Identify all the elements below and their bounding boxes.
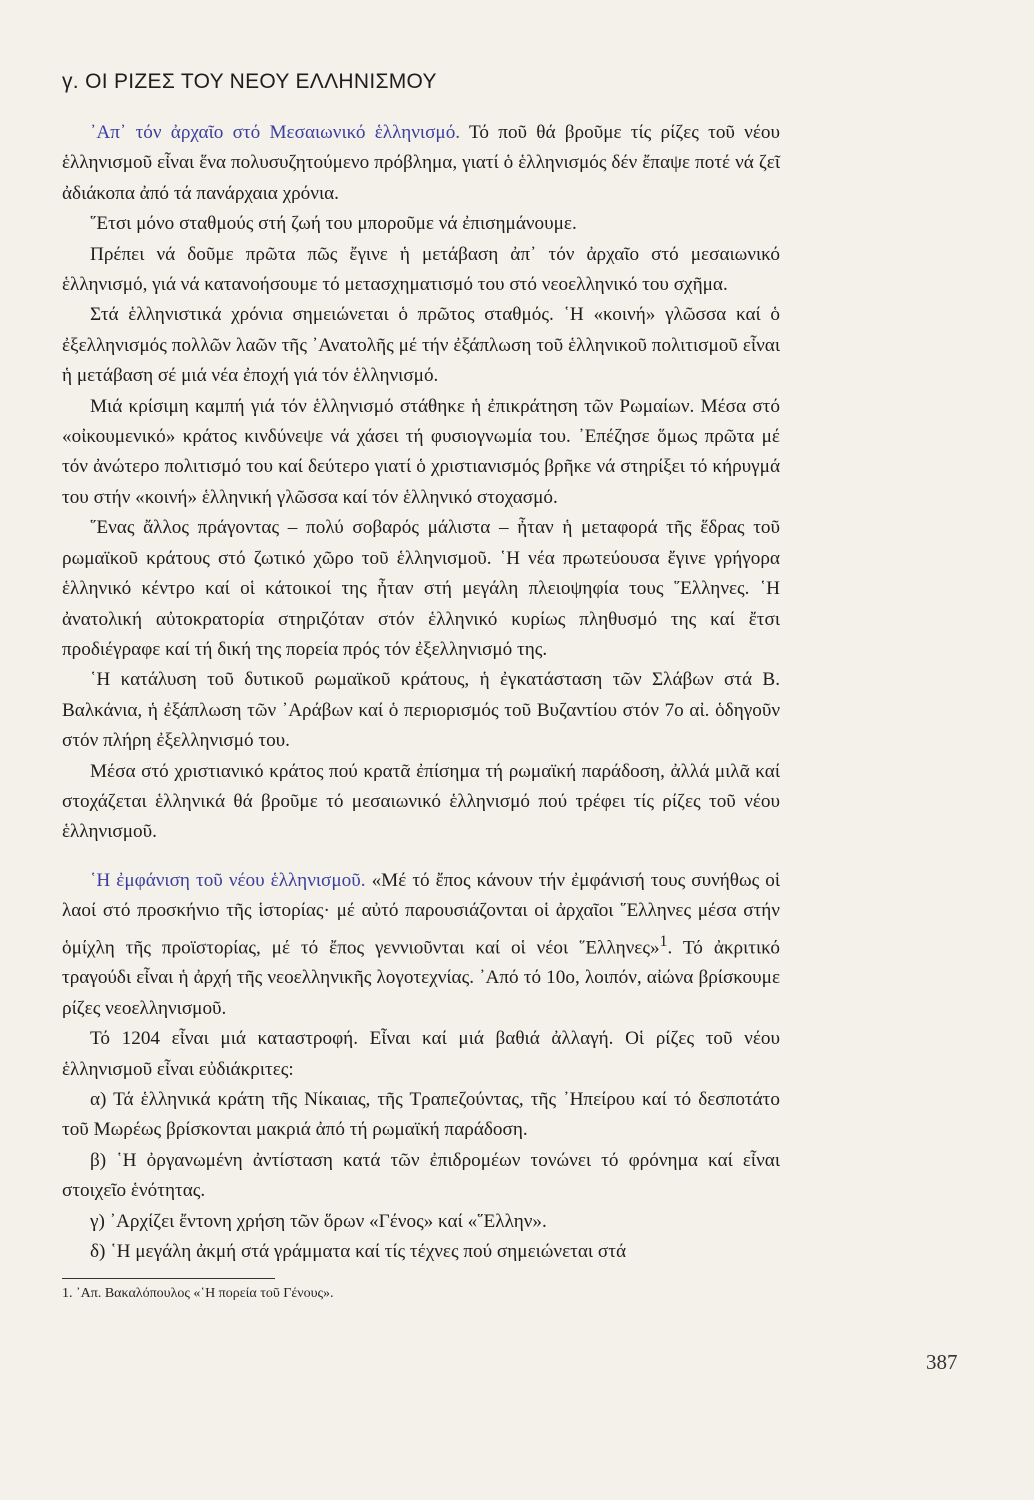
paragraph: ῾Η κατάλυση τοῦ δυτικοῦ ρωμαϊκοῦ κράτους, ἡ ἐγκατάσταση τῶν Σλάβων στά Β. Βαλκάνια, ἡ ἐξάπλωση τῶν ᾿Αράβων καί ὁ περιορισμός τοῦ Βυζαντίου στόν 7ο αἰ. ὁδηγοῦν στόν πλήρη ἐξελληνισμό του. bbox=[62, 669, 780, 752]
paragraph: Μιά κρίσιμη καμπή γιά τόν ἑλληνισμό στάθηκε ἡ ἐπικράτηση τῶν Ρωμαίων. Μέσα στό «οἰκουμενικό» κράτος κινδύνεψε νά χάσει τή φυσιογνωμία του. ᾿Επέζησε ὅμως πρῶτα μέ τόν ἀνώτερο πολιτισμό του καί δεύτερο γιατί ὁ χριστιανισμός βρῆκε νά στηρίξει τό κήρυγμά του στήν «κοινή» ἑλληνική γλῶσσα καί τόν ἑλληνικό στοχασμό. bbox=[62, 395, 780, 508]
body-text bbox=[62, 118, 780, 1267]
paragraph: Πρέπει νά δοῦμε πρῶτα πῶς ἔγινε ἡ μετάβαση ἀπ᾿ τόν ἀρχαῖο στό μεσαιωνικό ἑλληνισμό, γιά νά κατανοήσουμε τό μετασχηματισμό του στό νεοελληνικό του σχῆμα. bbox=[62, 243, 780, 296]
paragraph-text: . Τό ἀκριτικό τραγούδι εἶναι ἡ ἀρχή τῆς νεοελληνικῆς λογοτεχνίας. ᾿Από τό 10ο, λοιπόν, αἰώνα βρίσκουμε ρίζες νεοελληνισμοῦ. bbox=[62, 936, 780, 1019]
paragraph: ῞Ενας ἄλλος πράγοντας – πολύ σοβαρός μάλιστα – ἦταν ἡ μεταφορά τῆς ἕδρας τοῦ ρωμαϊκοῦ κράτους στό ζωτικό χῶρο τοῦ ἑλληνισμοῦ. ῾Η νέα πρωτεύουσα ἔγινε γρήγορα ἑλληνικό κέντρο καί οἱ κάτοικοί της ἦταν στή μεγάλη πλειοψηφία τους ῞Ελληνες. ῾Η ἀνατολική αὐτοκρατορία στηριζόταν στόν ἑλληνικό κυρίως πληθυσμό της καί ἔτσι προδιέγραφε καί τή δική της πορεία πρός τόν ἐξελληνισμό της. bbox=[62, 517, 780, 660]
paragraph-text: Τό ποῦ θά βροῦμε τίς ρίζες τοῦ νέου ἑλληνισμοῦ εἶναι ἕνα πολυσυζητούμενο πρόβλημα, γιατί ὁ ἑλληνισμός δέν ἔπαψε ποτέ νά ζεῖ ἀδιάκοπα ἀπό τά πανάρχαια χρόνια. bbox=[62, 122, 780, 204]
footnote-ref: 1 bbox=[659, 932, 668, 950]
subheading: ᾿Απ᾿ τόν ἀρχαῖο στό Μεσαιωνικό ἑλληνισμό. bbox=[90, 122, 461, 143]
paragraph: Τό 1204 εἶναι μιά καταστροφή. Εἶναι καί μιά βαθιά ἀλλαγή. Οἱ ρίζες τοῦ νέου ἑλληνισμοῦ εἶναι εὐδιάκριτες: bbox=[62, 1028, 780, 1080]
page-number: 387 bbox=[926, 1350, 958, 1374]
list-item: α) Τά ἑλληνικά κράτη τῆς Νίκαιας, τῆς Τραπεζούντας, τῆς ᾿Ηπείρου καί τό δεσποτάτο τοῦ Μωρέως βρίσκονται μακριά ἀπό τή ρωμαϊκή παράδοση. bbox=[62, 1088, 780, 1141]
subheading: ῾Η ἐμφάνιση τοῦ νέου ἑλληνισμοῦ. bbox=[90, 869, 366, 891]
paragraph: ῞Ετσι μόνο σταθμούς στή ζωή του μποροῦμε νά ἐπισημάνουμε. bbox=[90, 213, 577, 235]
footnote-divider bbox=[62, 1278, 275, 1279]
list-item: δ) ῾Η μεγάλη ἀκμή στά γράμματα καί τίς τέχνες πού σημειώνεται στά bbox=[90, 1241, 626, 1263]
list-item: γ) ᾿Αρχίζει ἔντονη χρήση τῶν ὅρων «Γένος» καί «῞Ελλην». bbox=[90, 1210, 547, 1232]
paragraph-text: «Μέ τό ἔπος κάνουν τήν ἐμφάνισή τους συνήθως οἱ λαοί στό προσκήνιο τῆς ἱστορίας· μέ αὐτό παρουσιάζονται οἱ ἀρχαῖοι ῞Ελληνες μέσα στήν ὁμίχλη τῆς προϊστορίας, μέ τό ἔπος γεννιοῦνται καί οἱ νέοι ῞Ελληνες» bbox=[62, 869, 780, 958]
paragraph bbox=[62, 118, 780, 209]
section-heading: γ. ΟΙ ΡΙΖΕΣ ΤΟΥ ΝΕΟΥ ΕΛΛΗΝΙΣΜΟΥ bbox=[62, 70, 437, 93]
list-item: β) ῾Η ὀργανωμένη ἀντίσταση κατά τῶν ἐπιδρομέων τονώνει τό φρόνημα καί εἶναι στοιχεῖο ἑνότητας. bbox=[62, 1149, 780, 1202]
footnote: 1. ᾿Απ. Βακαλόπουλος «῾Η πορεία τοῦ Γένους». bbox=[62, 1286, 334, 1301]
paragraph bbox=[62, 866, 780, 1024]
paragraph: Στά ἑλληνιστικά χρόνια σημειώνεται ὁ πρῶτος σταθμός. ῾Η «κοινή» γλῶσσα καί ὁ ἐξελληνισμός πολλῶν λαῶν τῆς ᾿Ανατολῆς μέ τήν ἐξάπλωση τοῦ ἑλληνικοῦ πολιτισμοῦ εἶναι ἡ μετάβαση σέ μιά νέα ἐποχή γιά τόν ἑλληνισμό. bbox=[62, 304, 780, 387]
paragraph: Μέσα στό χριστιανικό κράτος πού κρατᾶ ἐπίσημα τή ρωμαϊκή παράδοση, ἀλλά μιλᾶ καί στοχάζεται ἑλληνικά θά βροῦμε τό μεσαιωνικό ἑλληνισμό πού τρέφει τίς ρίζες τοῦ νέου ἑλληνισμοῦ. bbox=[62, 760, 780, 843]
